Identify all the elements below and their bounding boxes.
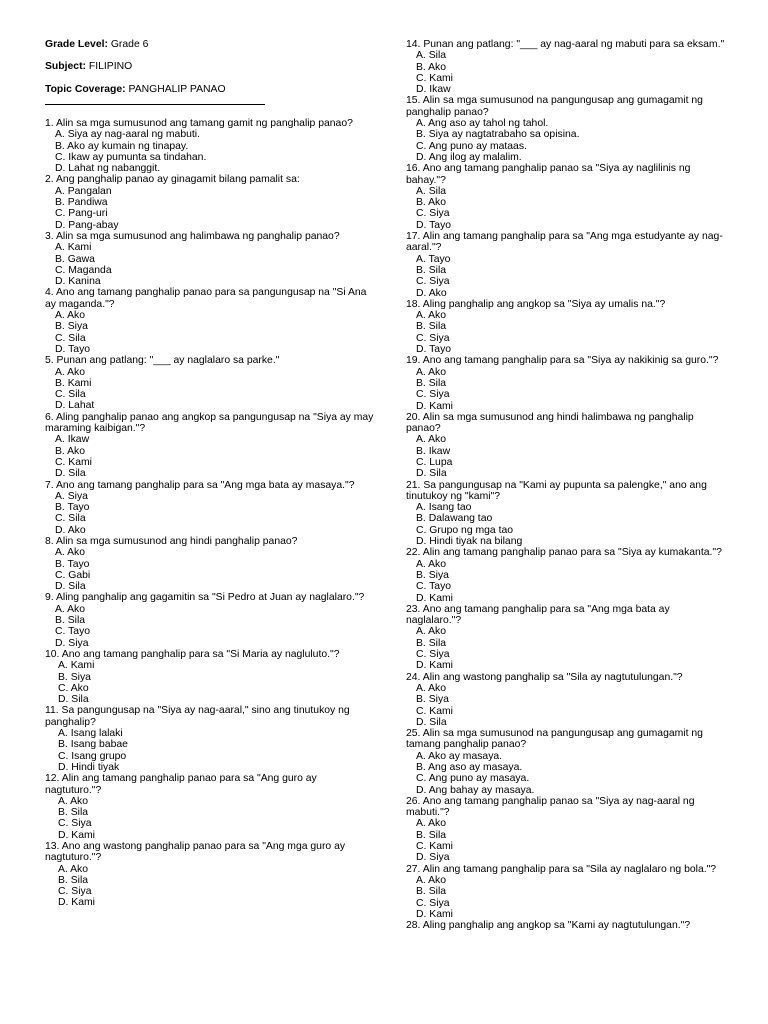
question-text: 13. Ano ang wastong panghalip panao para sa "Ang mga guro ay nagtuturo."? [45, 841, 346, 864]
answer-option: D. Sila [416, 468, 447, 480]
answer-option: B. Kami [55, 377, 92, 389]
question-text: 8. Alin sa mga sumusunod ang hindi panghalip panao? [45, 535, 298, 547]
question-item [406, 920, 726, 931]
answer-option: A. Ako [416, 310, 447, 322]
answer-option: A. Sila [416, 185, 447, 197]
answer-option: C. Sila [55, 332, 86, 344]
answer-option: B. Ikaw [416, 445, 451, 457]
question-text: 15. Alin sa mga sumusunod na pangungusap ang gumagamit ng panghalip panao? [406, 95, 703, 118]
answer-option: C. Siya [416, 649, 450, 661]
question-text: 18. Aling panghalip ang angkop sa "Siya ay umalis na."? [406, 298, 666, 310]
answer-option: A. Ako [55, 366, 86, 378]
answer-option: D. Tayo [416, 344, 452, 356]
answer-option: B. Sila [416, 377, 447, 389]
questions-column-right [406, 39, 726, 931]
answer-option: D. Kami [416, 400, 453, 412]
answer-option: B. Siya ay nagtatrabaho sa opisina. [416, 129, 580, 141]
answer-option: C. Grupo ng mga tao [416, 524, 514, 536]
answer-option: C. Siya [416, 332, 450, 344]
question-item [406, 231, 726, 299]
subject-label: Subject: [45, 61, 86, 72]
answer-option: C. Ako [58, 682, 89, 694]
answer-option: D. Kami [416, 908, 453, 920]
answer-option: C. Isang grupo [58, 750, 127, 762]
answer-option: C. Kami [55, 456, 92, 468]
question-text: 23. Ano ang tamang panghalip para sa "Ang mga bata ay naglalaro."? [406, 603, 670, 627]
question-item [45, 231, 375, 287]
answer-option: D. Siya [55, 637, 89, 649]
grade-level-label: Grade Level: [45, 39, 108, 50]
question-text: 27. Alin ang tamang panghalip para sa "Sila ay naglalaro ng bola."? [406, 863, 717, 875]
question-item [406, 864, 726, 920]
answer-option: A. Ako [58, 795, 89, 807]
answer-option: D. Hindi tiyak na bilang [416, 536, 523, 548]
question-text: 22. Alin ang tamang panghalip panao para sa "Siya ay kumakanta."? [406, 547, 722, 559]
question-text: 11. Sa pangungusap na "Siya ay nag-aaral," sino ang tinutukoy ng panghalip? [45, 705, 350, 728]
question-item [406, 299, 726, 355]
questions-column-left [45, 118, 375, 909]
answer-option: B. Dalawang tao [416, 513, 493, 525]
question-text: 25. Alin sa mga sumusunod na pangungusap ang gumagamit ng tamang panghalip panao? [406, 728, 703, 751]
topic-label: Topic Coverage: [45, 84, 126, 95]
question-text: 19. Ano ang tamang panghalip para sa "Siya ay nakikinig sa guro."? [406, 355, 719, 367]
answer-option: D. Ang bahay ay masaya. [416, 784, 535, 796]
answer-option: C. Lupa [416, 456, 453, 468]
answer-option: C. Kami [416, 72, 453, 84]
answer-option: D. Lahat ng nabanggit. [55, 163, 161, 175]
answer-option: A. Ako [416, 366, 447, 378]
answer-option: D. Sila [416, 716, 447, 728]
answer-option: A. Ako [55, 547, 86, 559]
question-text: 12. Alin ang tamang panghalip panao para sa "Ang guro ay nagtuturo."? [45, 773, 317, 796]
answer-option: C. Ikaw ay pumunta sa tindahan. [55, 151, 207, 163]
question-item [406, 95, 726, 163]
question-item [45, 705, 375, 773]
answer-option: D. Siya [416, 852, 450, 864]
question-item [45, 355, 375, 411]
question-item [406, 728, 726, 796]
answer-option: B. Siya [416, 694, 449, 706]
question-text: 1. Alin sa mga sumusunod ang tamang gamit ng panghalip panao? [45, 118, 353, 129]
answer-option: A. Siya [55, 490, 88, 502]
question-text: 3. Alin sa mga sumusunod ang halimbawa ng panghalip panao? [45, 230, 340, 242]
question-item [45, 118, 375, 174]
answer-option: B. Sila [416, 886, 447, 898]
question-item [45, 536, 375, 592]
answer-option: C. Siya [58, 818, 92, 830]
question-item [406, 547, 726, 603]
answer-option: B. Ang aso ay masaya. [416, 762, 523, 773]
topic-value: PANGHALIP PANAO [128, 84, 226, 95]
answer-option: A. Ako [55, 603, 86, 615]
question-text: 2. Ang panghalip panao ay ginagamit bilang pamalit sa: [45, 174, 300, 186]
question-text: 24. Alin ang wastong panghalip sa "Sila ay nagtutulungan."? [406, 671, 683, 683]
answer-option: D. Sila [58, 694, 89, 706]
answer-option: D. Sila [55, 581, 86, 593]
question-item [45, 592, 375, 648]
answer-option: B. Sila [416, 264, 447, 276]
answer-option: A. Sila [416, 50, 447, 62]
question-item [45, 773, 375, 841]
question-text: 20. Alin sa mga sumusunod ang hindi halimbawa ng panghalip panao? [406, 411, 694, 435]
answer-option: A. Ako [416, 626, 447, 638]
answer-option: A. Ako [58, 863, 89, 875]
topic-coverage [45, 84, 226, 95]
question-item [406, 480, 726, 548]
question-item [45, 174, 375, 230]
answer-option: B. Gawa [55, 253, 95, 265]
answer-option: B. Ako [416, 197, 447, 209]
grade-level [45, 39, 148, 50]
answer-option: A. Ang aso ay tahol ng tahol. [416, 118, 549, 130]
question-item [406, 412, 726, 480]
answer-option: A. Ako [416, 874, 447, 886]
answer-option: A. Pangalan [55, 185, 112, 197]
question-text: 10. Ano ang tamang panghalip para sa "Si Maria ay nagluluto."? [45, 648, 340, 660]
answer-option: B. Sila [416, 829, 447, 841]
question-item [45, 649, 375, 705]
question-text: 4. Ano ang tamang panghalip panao para sa pangungusap na "Si Ana ay maganda."? [45, 287, 367, 310]
answer-option: B. Sila [55, 615, 86, 627]
answer-option: D. Kami [416, 660, 453, 672]
answer-option: D. Sila [55, 468, 86, 480]
question-item [406, 39, 726, 95]
question-text: 21. Sa pangungusap na "Kami ay pupunta sa palengke," ano ang tinutukoy ng "kami"? [406, 479, 707, 502]
answer-option: B. Tayo [55, 558, 90, 570]
answer-option: B. Sila [58, 874, 89, 886]
answer-option: C. Sila [55, 389, 86, 401]
question-item [45, 480, 375, 536]
answer-option: A. Ako [416, 818, 447, 830]
answer-option: B. Siya [55, 321, 88, 333]
answer-option: D. Hindi tiyak [58, 761, 120, 773]
question-item [406, 163, 726, 231]
answer-option: B. Tayo [55, 502, 90, 514]
answer-option: C. Kami [416, 841, 453, 853]
answer-option: C. Sila [55, 513, 86, 525]
answer-option: A. Ikaw [55, 434, 90, 446]
answer-option: B. Isang babae [58, 739, 128, 751]
answer-option: C. Tayo [416, 581, 452, 593]
answer-option: C. Siya [416, 897, 450, 909]
answer-option: A. Ako [55, 310, 86, 322]
answer-option: C. Pang-uri [55, 208, 108, 220]
answer-option: B. Sila [416, 321, 447, 333]
answer-option: B. Ako [416, 61, 447, 73]
answer-option: B. Ako ay kumain ng tinapay. [55, 140, 189, 152]
answer-option: D. Kami [58, 897, 95, 909]
answer-option: D. Kami [416, 592, 453, 604]
question-item [406, 672, 726, 728]
question-text: 26. Ano ang tamang panghalip panao sa "Siya ay nag-aaral ng mabuti."? [406, 795, 695, 819]
answer-option: A. Ako [416, 682, 447, 694]
question-item [406, 796, 726, 864]
question-item [45, 412, 375, 480]
answer-option: D. Tayo [416, 219, 452, 231]
answer-option: D. Pang-abay [55, 219, 119, 231]
question-text: 9. Aling panghalip ang gagamitin sa "Si Pedro at Juan ay naglalaro."? [45, 592, 365, 604]
answer-option: D. Tayo [55, 343, 91, 355]
answer-option: D. Lahat [55, 400, 95, 412]
answer-option: C. Siya [416, 276, 450, 288]
answer-option: C. Siya [416, 208, 450, 220]
answer-option: A. Siya ay nag-aaral ng mabuti. [55, 129, 200, 141]
answer-option: B. Siya [416, 569, 449, 581]
answer-option: A. Tayo [416, 253, 451, 265]
answer-option: A. Kami [58, 660, 95, 672]
answer-option: B. Sila [58, 807, 89, 819]
header-divider [45, 104, 265, 105]
question-item [45, 841, 375, 909]
question-item [406, 604, 726, 672]
answer-option: B. Ako [55, 445, 86, 457]
answer-option: C. Ang puno ay mataas. [416, 140, 527, 152]
answer-option: C. Ang puno ay masaya. [416, 773, 530, 785]
answer-option: A. Ako [416, 558, 447, 570]
answer-option: D. Ikaw [416, 84, 451, 96]
answer-option: A. Isang lalaki [58, 728, 123, 740]
question-text: 14. Punan ang patlang: "___ ay nag-aaral ng mabuti para sa eksam." [406, 39, 725, 50]
answer-option: D. Kami [58, 829, 95, 841]
grade-level-value: Grade 6 [110, 39, 149, 50]
answer-option: C. Gabi [55, 569, 91, 581]
question-item [406, 355, 726, 411]
question-text: 5. Punan ang patlang: "___ ay naglalaro sa parke." [45, 355, 280, 367]
answer-option: B. Pandiwa [55, 197, 108, 209]
answer-option: A. Kami [55, 242, 92, 254]
answer-option: D. Ako [416, 287, 447, 299]
question-text: 17. Alin ang tamang panghalip para sa "Ang mga estudyante ay nag-aaral."? [406, 231, 723, 254]
answer-option: B. Siya [58, 671, 91, 683]
question-text: 16. Ano ang tamang panghalip panao sa "Siya ay naglilinis ng bahay."? [406, 163, 691, 186]
answer-option: C. Maganda [55, 264, 112, 276]
answer-option: A. Ako [416, 434, 447, 446]
question-text: 28. Aling panghalip ang angkop sa "Kami ay nagtutulungan."? [406, 920, 691, 932]
answer-option: A. Ako ay masaya. [416, 750, 503, 762]
answer-option: C. Siya [416, 389, 450, 401]
answer-option: D. Ako [55, 524, 86, 536]
question-item [45, 287, 375, 355]
answer-option: C. Tayo [55, 626, 91, 638]
subject-value: FILIPINO [88, 61, 133, 72]
subject [45, 61, 132, 72]
answer-option: D. Kanina [55, 276, 101, 288]
answer-option: C. Kami [416, 705, 453, 717]
answer-option: C. Siya [58, 886, 92, 898]
question-text: 6. Aling panghalip panao ang angkop sa pangungusap na "Siya ay may maraming kaibigan."? [45, 411, 374, 435]
question-text: 7. Ano ang tamang panghalip para sa "Ang mga bata ay masaya."? [45, 479, 355, 491]
answer-option: A. Isang tao [416, 502, 472, 514]
answer-option: B. Sila [416, 637, 447, 649]
answer-option: D. Ang ilog ay malalim. [416, 151, 522, 163]
